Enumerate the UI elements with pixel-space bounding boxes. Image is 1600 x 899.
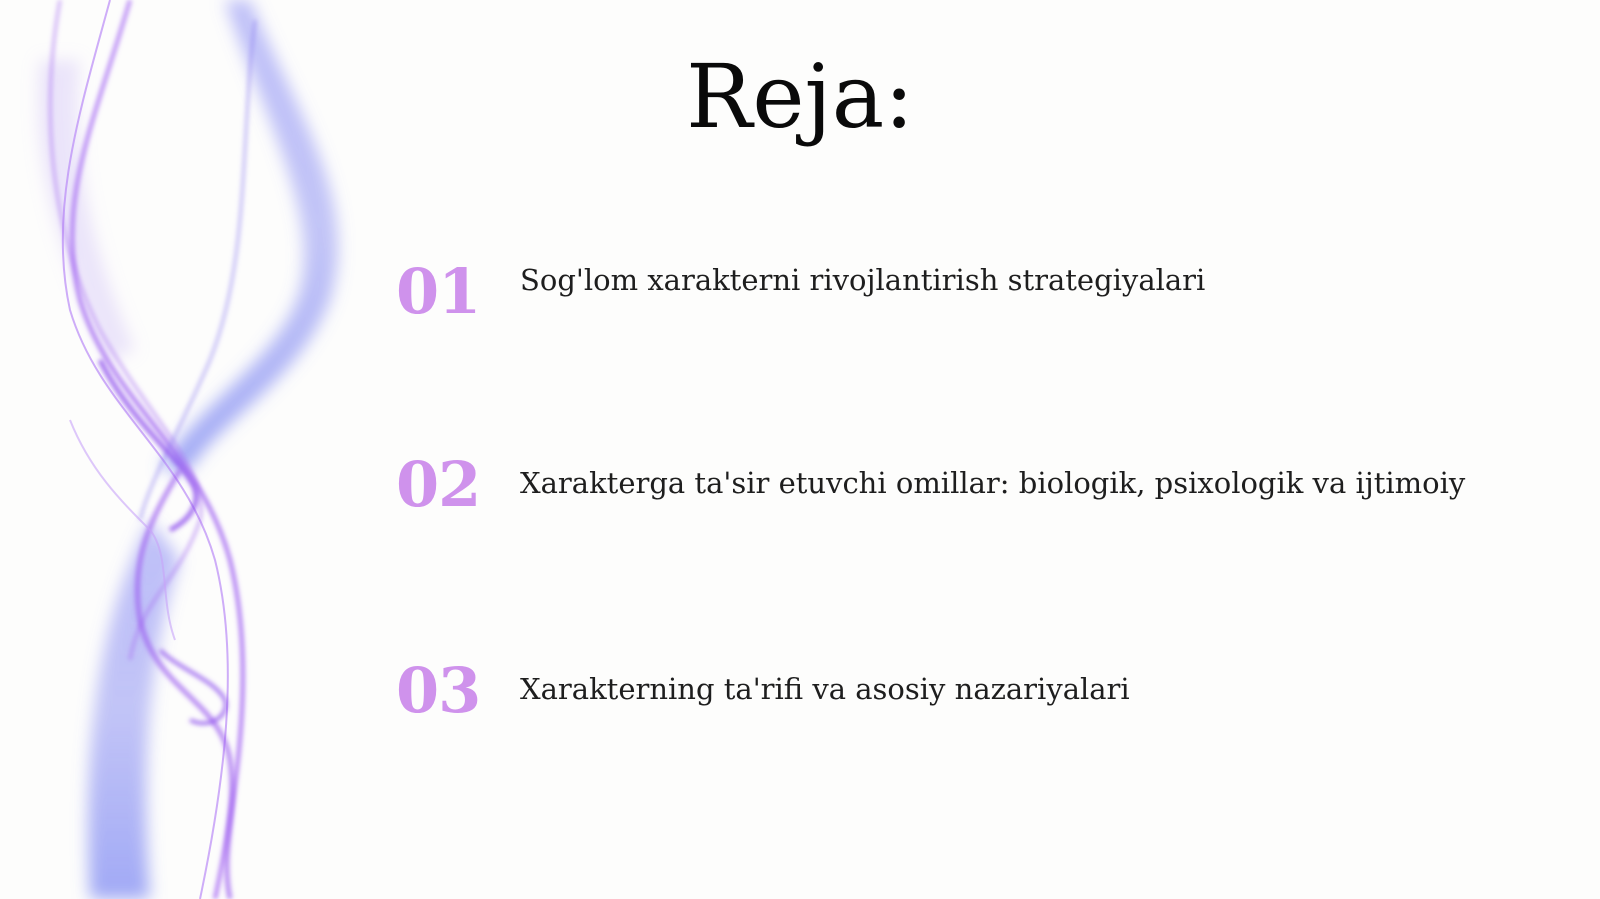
- purple-smoke-decoration: [0, 0, 380, 899]
- slide-title: Reja:: [686, 45, 914, 148]
- item-number: 02: [396, 448, 481, 521]
- item-text: Xarakterning ta'rifi va asosiy nazariyalari: [520, 672, 1130, 706]
- item-number: 03: [396, 654, 481, 727]
- item-text: Sog'lom xarakterni rivojlantirish strategiyalari: [520, 263, 1206, 297]
- list-item: [396, 651, 1556, 731]
- item-number: 01: [396, 255, 481, 328]
- list-item: [396, 445, 1556, 525]
- list-item: [396, 252, 1556, 332]
- item-text: Xarakterga ta'sir etuvchi omillar: biologik, psixologik va ijtimoiy: [520, 466, 1466, 500]
